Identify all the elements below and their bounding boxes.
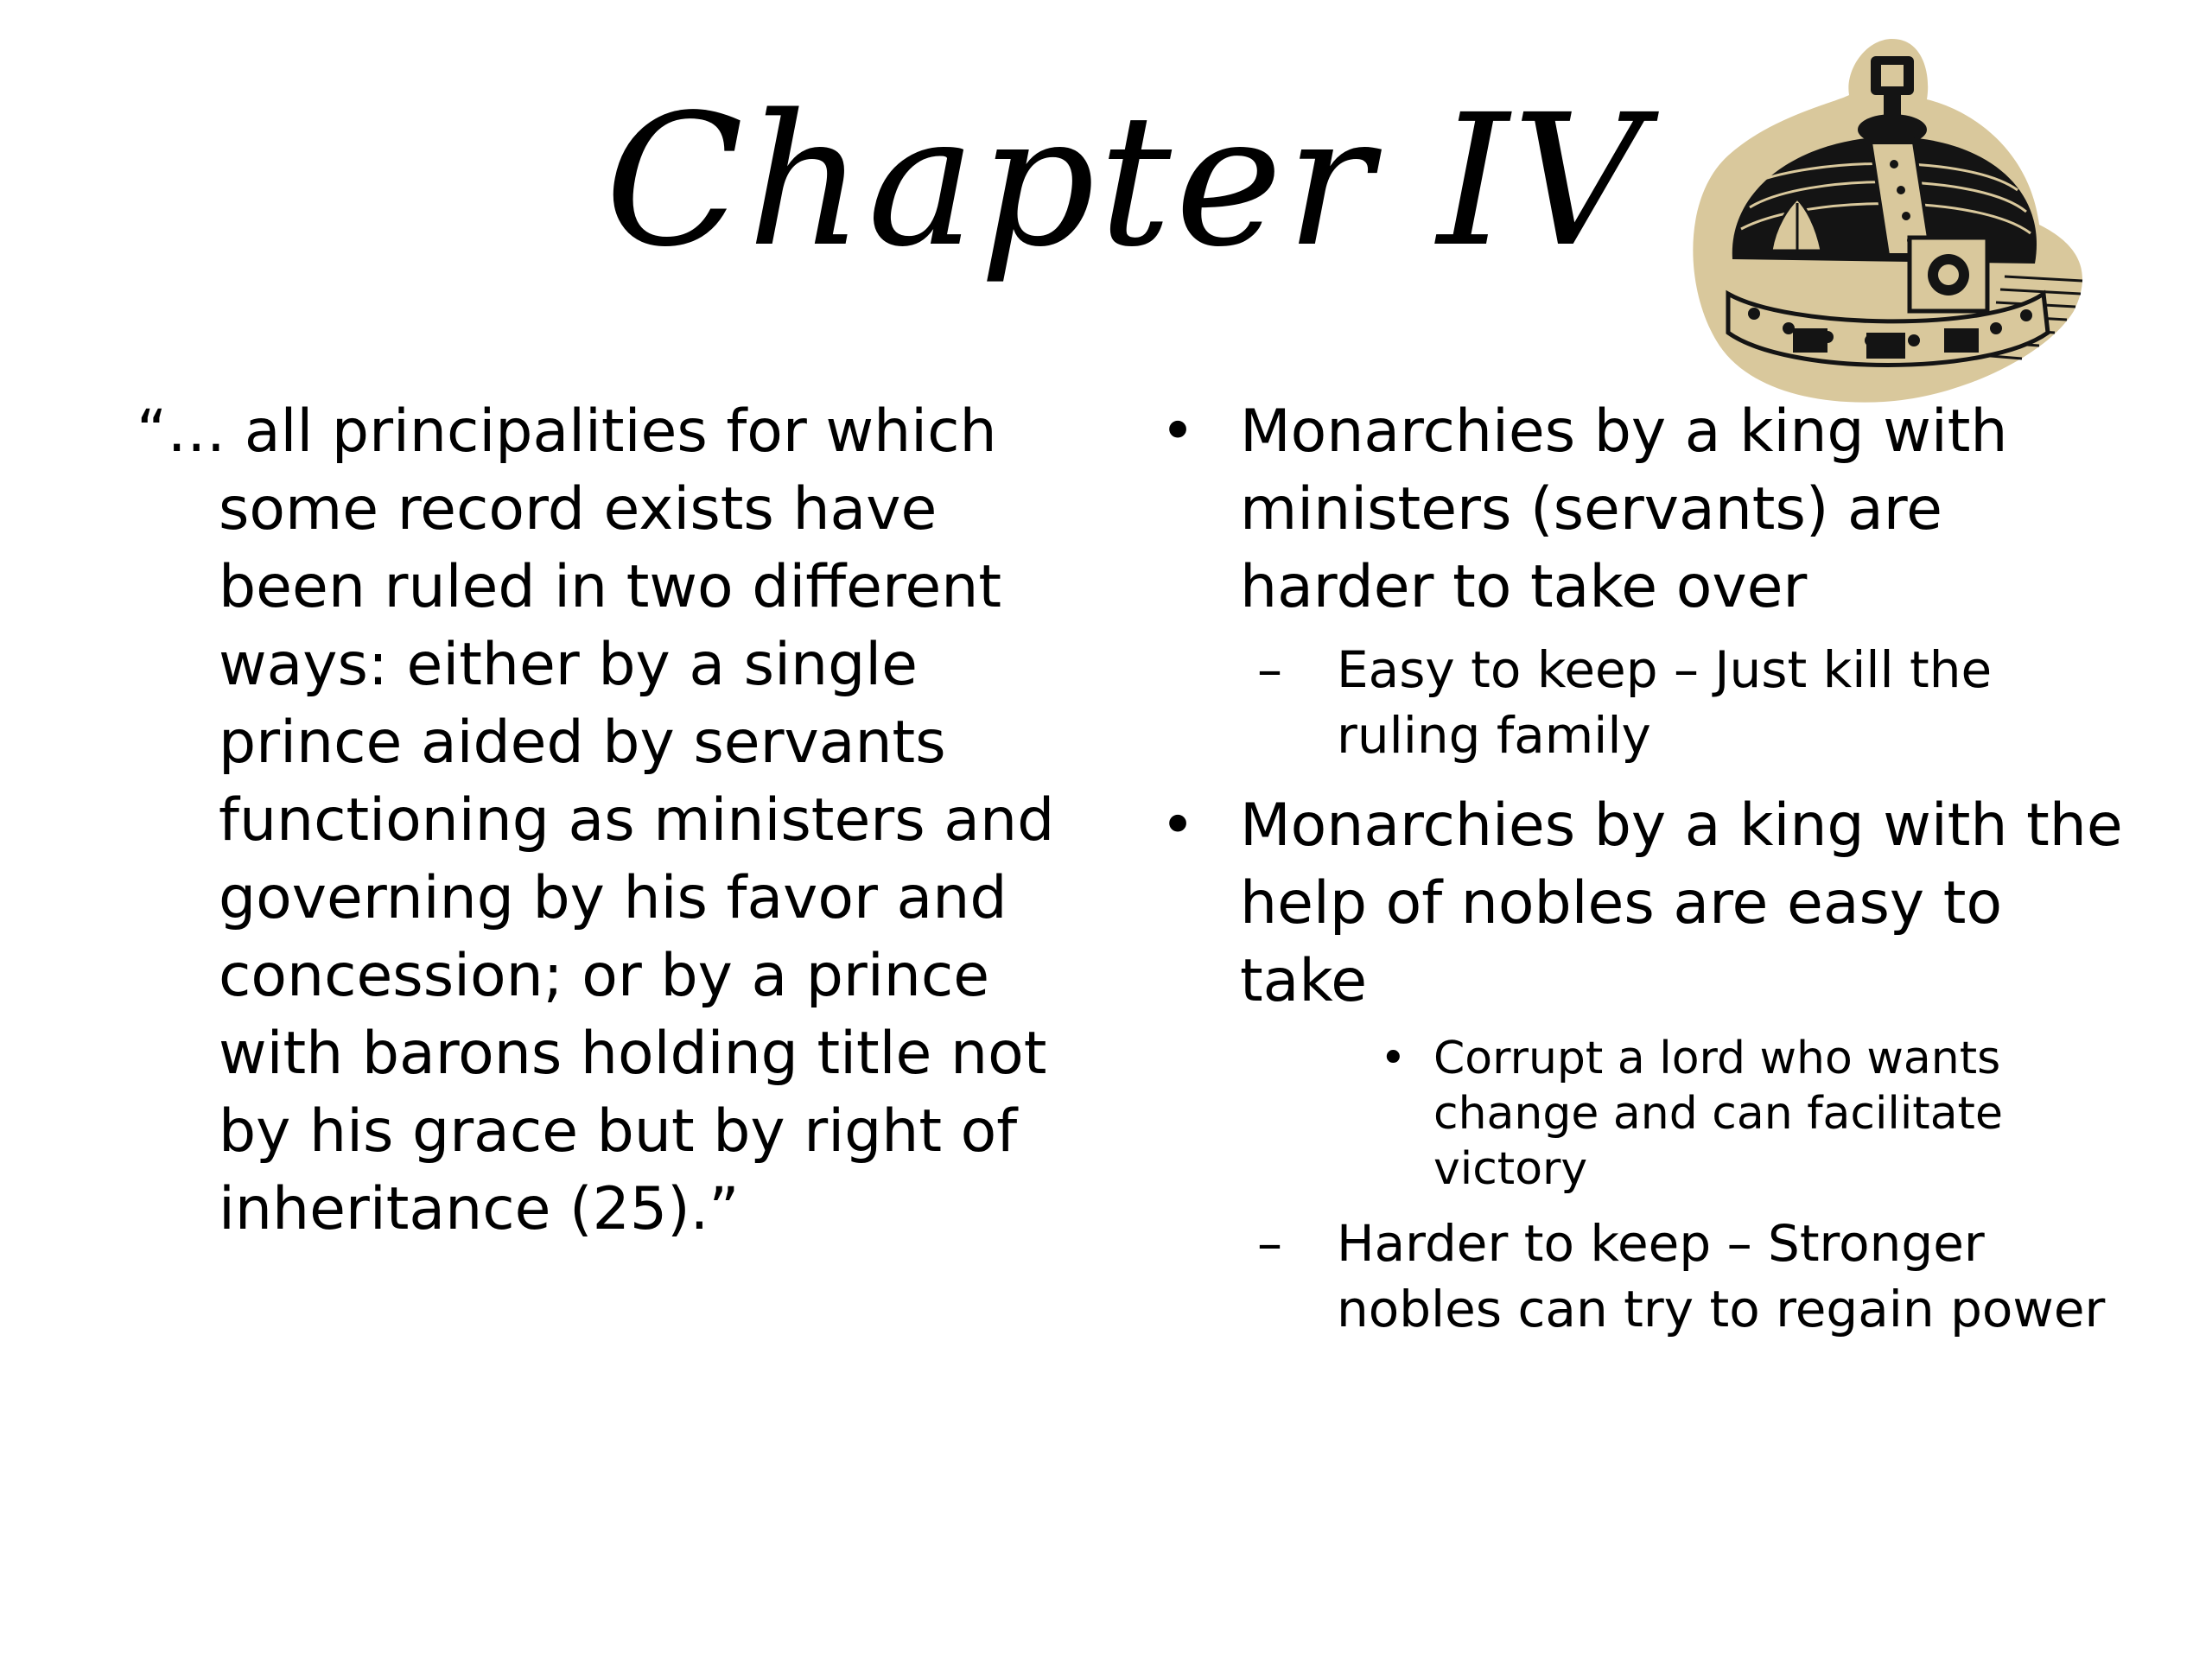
- bullet-marker: –: [1257, 640, 1282, 699]
- bullet-marker: –: [1257, 1214, 1282, 1273]
- bullet-item: [1154, 393, 2147, 626]
- bullet-marker: •: [1160, 791, 1196, 860]
- slide-title: Chapter IV: [605, 75, 1647, 287]
- crown-icon: [1668, 35, 2100, 415]
- quote-text: “… all principalities for which some record exists have been ruled in two different ways: either by a single prince aided by servants functioning as ministers and governing by his favor and concession; or by a prince with barons holding title not by his grace but by right of inheritance (25).”: [137, 397, 1055, 1243]
- bullet-item: [1154, 787, 2147, 1020]
- bullet-marker: •: [1380, 1033, 1407, 1084]
- bullet-text: Harder to keep – Stronger nobles can try to regain power: [1337, 1214, 2106, 1338]
- bullet-text: Monarchies by a king with ministers (servants) are harder to take over: [1240, 397, 2008, 621]
- bullet-text: Easy to keep – Just kill the ruling family: [1337, 640, 1993, 765]
- bullet-text: Monarchies by a king with the help of nobles are easy to take: [1240, 791, 2123, 1015]
- bullet-list: [1154, 393, 2147, 1361]
- bullet-text: Corrupt a lord who wants change and can facilitate victory: [1433, 1033, 2003, 1195]
- sub-bullet-item: [1154, 637, 2147, 768]
- quote-column: [137, 393, 1096, 1249]
- sub-bullet-item: [1154, 1211, 2147, 1342]
- bullet-marker: •: [1160, 397, 1196, 466]
- sub-sub-bullet-item: [1154, 1031, 2147, 1197]
